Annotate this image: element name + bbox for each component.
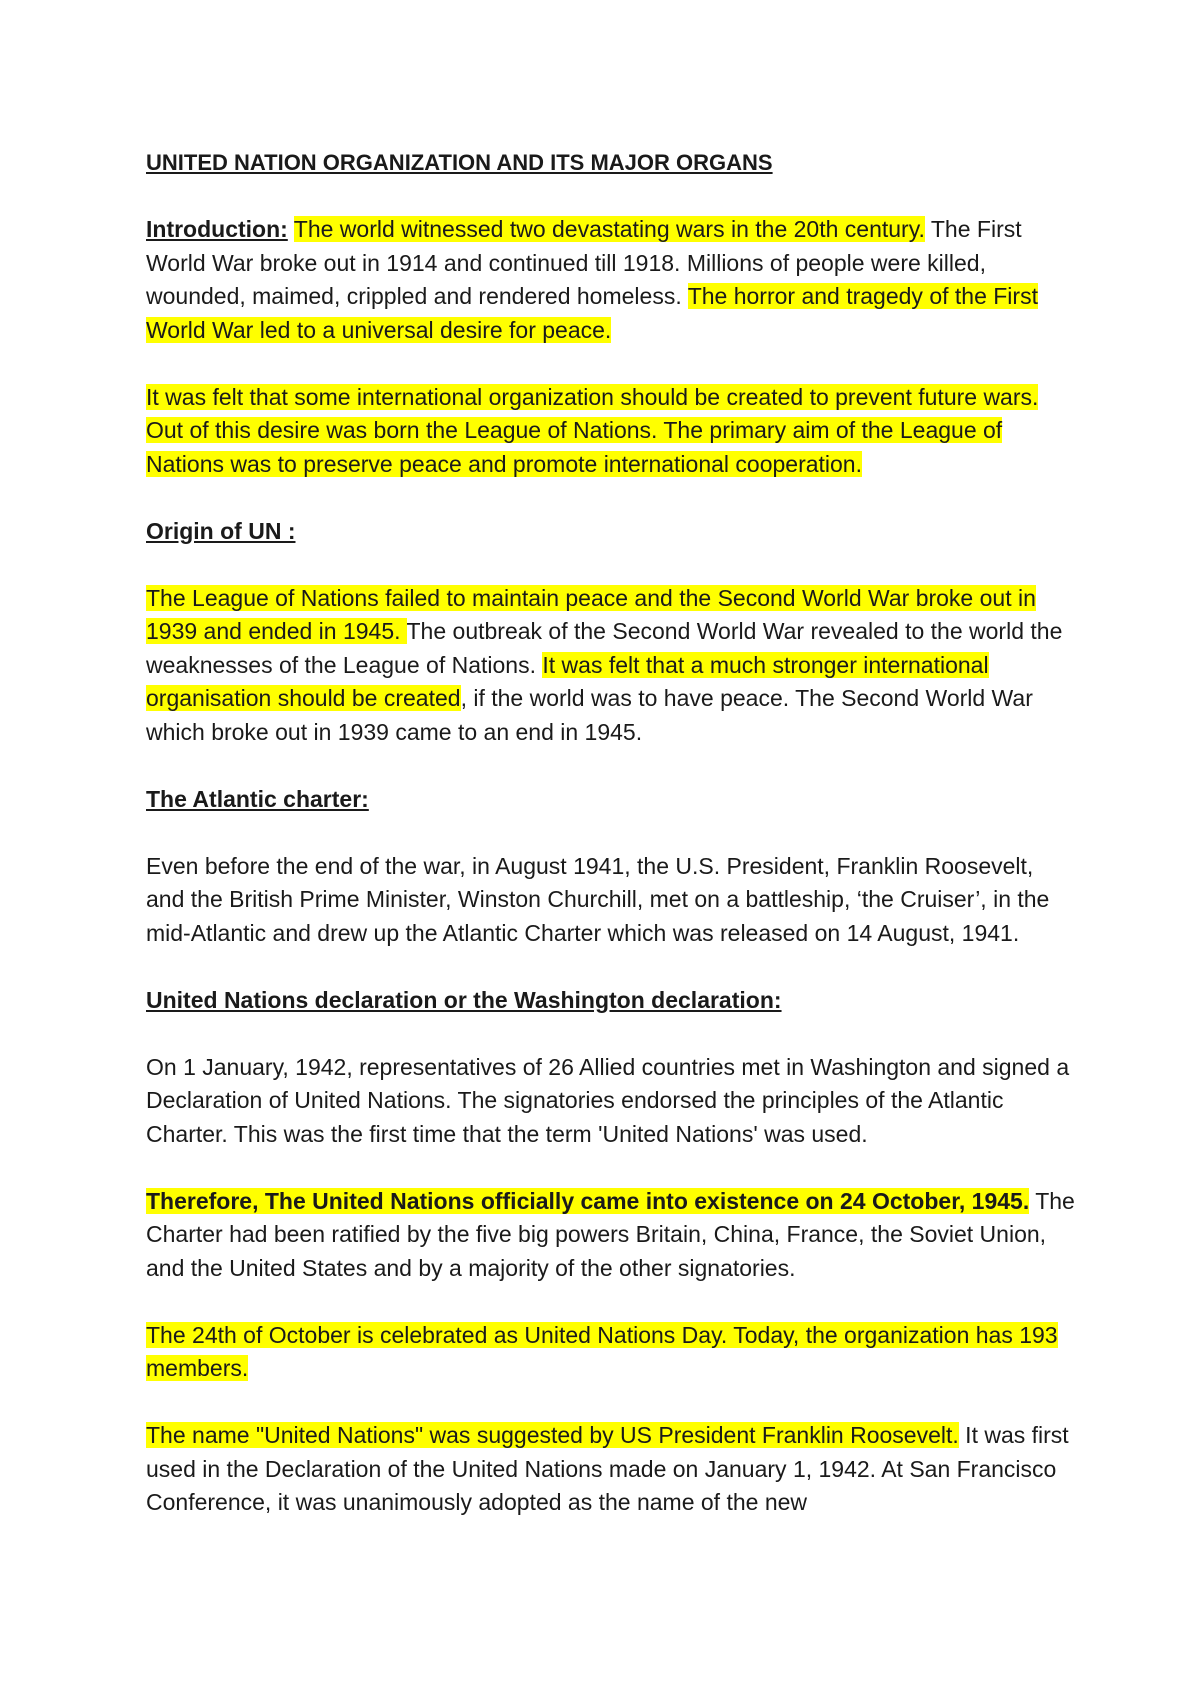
name-highlight: The name "United Nations" was suggested by US President Franklin Roosevelt. <box>146 1422 959 1448</box>
origin-text-1: The outbreak of the Second World War revealed to the world the weaknesses of the League of Nations. <box>146 618 1063 678</box>
league-highlight: It was felt that some international organization should be created to prevent future wars. Out of this desire was born the League of Nations. The primary aim of the League of Nations was to preserve peace and promote international cooperation. <box>146 383 1039 477</box>
intro-highlight-2: The horror and tragedy of the First World War led to a universal desire for peace. <box>146 283 1038 343</box>
existence-text: The Charter had been ratified by the five big powers Britain, China, France, the Soviet Union, and the United States and by a majority of the other signatories. <box>146 1187 1075 1281</box>
declaration-heading: United Nations declaration or the Washington declaration: <box>146 986 782 1013</box>
document-title: UNITED NATION ORGANIZATION AND ITS MAJOR ORGANS <box>146 150 773 175</box>
origin-paragraph <box>146 582 1076 750</box>
intro-paragraph <box>146 213 1076 347</box>
origin-highlight-2: It was felt that a much stronger international organisation should be created <box>146 651 989 711</box>
un-day-highlight: The 24th of October is celebrated as United Nations Day. Today, the organization has 193 members. <box>146 1321 1058 1381</box>
intro-text-1: The First World War broke out in 1914 and continued till 1918. Millions of people were killed, wounded, maimed, crippled and rendered homeless. <box>146 216 1022 309</box>
atlantic-paragraph: Even before the end of the war, in August 1941, the U.S. President, Franklin Roosevelt, and the British Prime Minister, Winston Churchill, met on a battleship, ‘the Cruiser’, in the mid-Atlantic and drew up the Atlantic Charter which was released on 14 August, 1941. <box>146 852 1050 946</box>
origin-text-2: , if the world was to have peace. The Second World War which broke out in 1939 came to an end in 1945. <box>146 685 1033 745</box>
intro-highlight-1: The world witnessed two devastating wars in the 20th century. <box>293 216 925 242</box>
name-text: It was first used in the Declaration of the United Nations made on January 1, 1942. At San Francisco Conference, it was unanimously adopted as the name of the new <box>146 1422 1069 1515</box>
existence-highlight: Therefore, The United Nations officially came into existence on 24 October, 1945. <box>146 1187 1030 1214</box>
document-body <box>146 146 1076 1553</box>
declaration-paragraph: On 1 January, 1942, representatives of 26 Allied countries met in Washington and signed a Declaration of United Nations. The signatories endorsed the principles of the Atlantic Charter. This was the first time that the term 'United Nations' was used. <box>146 1053 1070 1147</box>
origin-heading: Origin of UN : <box>146 517 296 544</box>
league-paragraph <box>146 381 1076 482</box>
origin-highlight-1: The League of Nations failed to maintain peace and the Second World War broke out in 1939 and ended in 1945. <box>146 584 1036 644</box>
atlantic-heading: The Atlantic charter: <box>146 785 369 812</box>
un-day-paragraph <box>146 1319 1076 1386</box>
existence-paragraph <box>146 1185 1076 1286</box>
intro-label: Introduction: <box>146 216 288 242</box>
name-paragraph <box>146 1419 1076 1520</box>
